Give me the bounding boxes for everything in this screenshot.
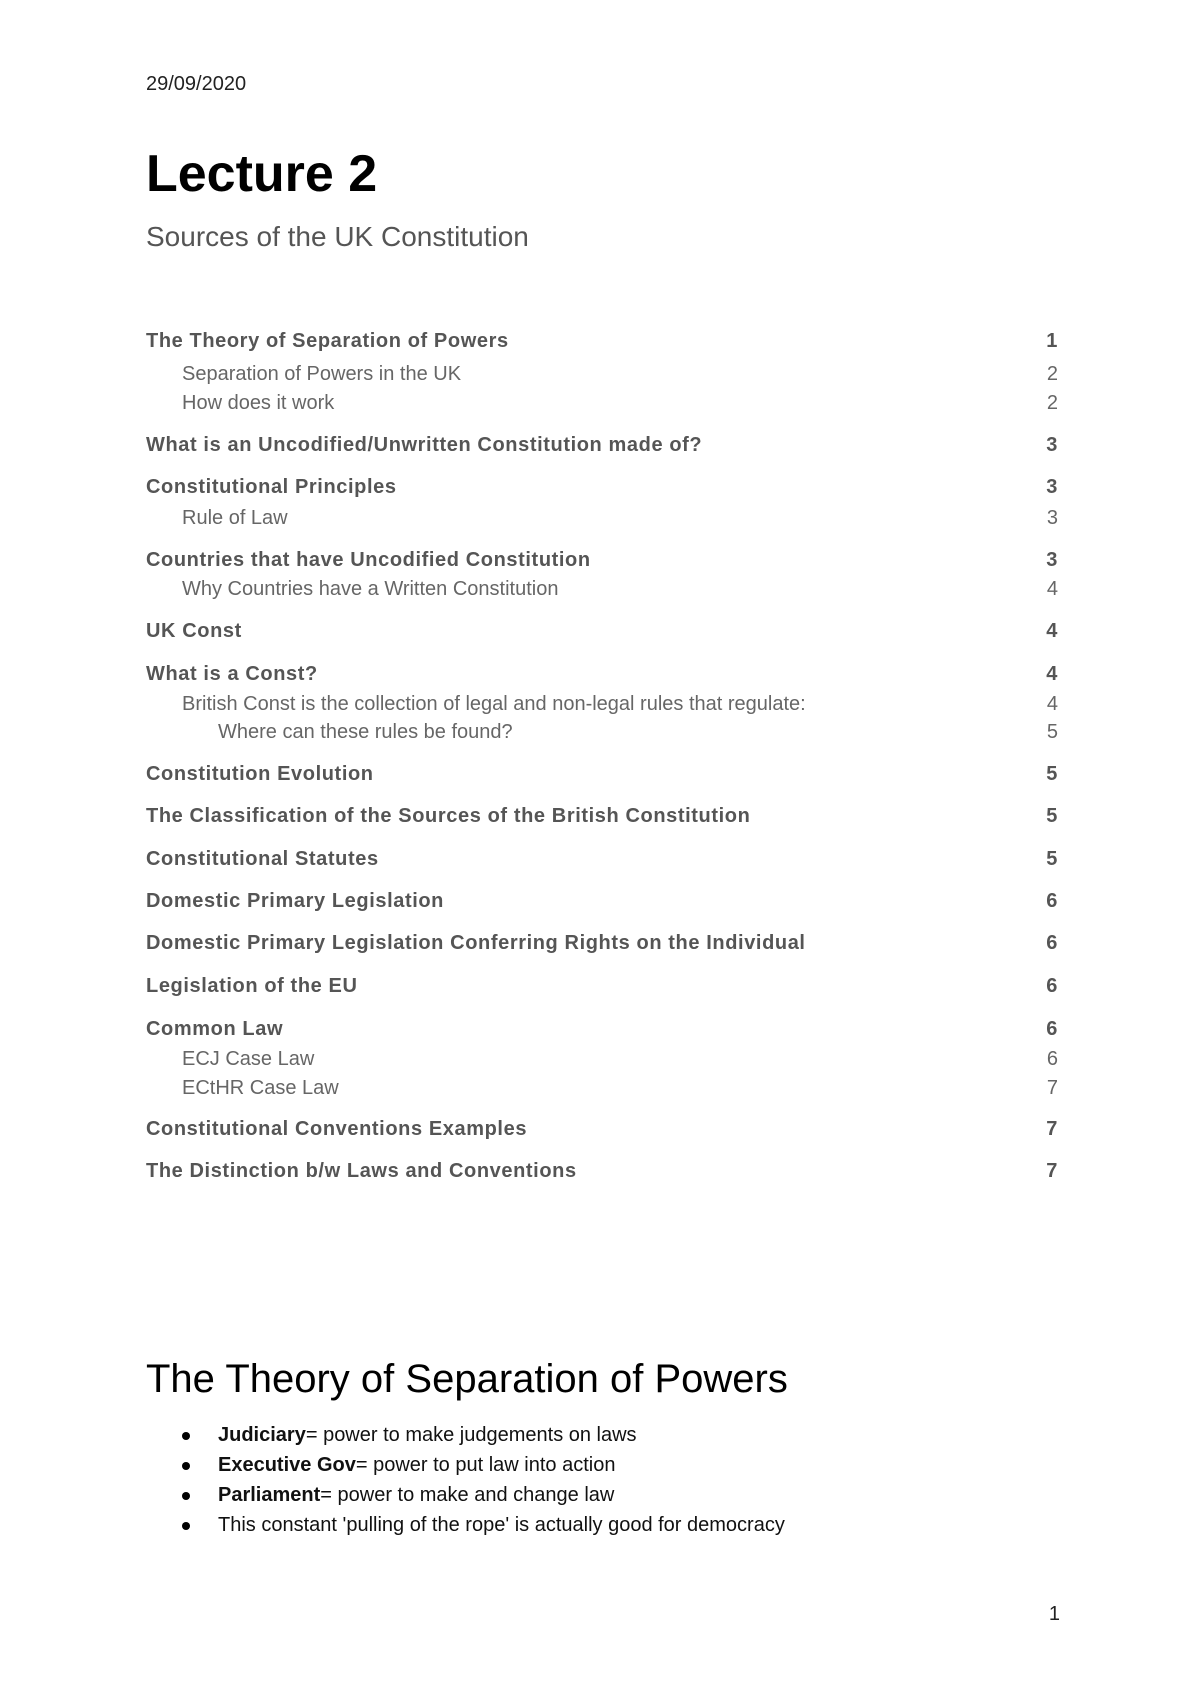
toc-entry[interactable] <box>146 1018 1058 1041</box>
toc-entry-page: 4 <box>1046 578 1058 600</box>
toc-entry[interactable] <box>146 620 1058 643</box>
toc-entry-title: British Const is the collection of legal and non-legal rules that regulate: <box>182 693 806 715</box>
document-subtitle: Sources of the UK Constitution <box>146 221 529 252</box>
toc-entry-page: 4 <box>1046 693 1058 715</box>
bullet-dot-icon <box>182 1462 190 1470</box>
bullet-dot-icon <box>182 1432 190 1440</box>
toc-entry-page: 5 <box>1046 721 1058 743</box>
document-title: Lecture 2 <box>146 145 378 203</box>
toc-entry-title: Constitutional Conventions Examples <box>146 1118 528 1140</box>
toc-entry-page: 6 <box>1046 932 1058 954</box>
bullet-item <box>146 1510 1046 1540</box>
bullet-term: Judiciary <box>218 1424 306 1446</box>
bullet-dot-icon <box>182 1522 190 1530</box>
toc-entry-page: 6 <box>1046 1018 1058 1040</box>
bullet-list <box>146 1420 1046 1540</box>
toc-entry-title: Where can these rules be found? <box>218 721 513 743</box>
page-number: 1 <box>1048 1603 1060 1625</box>
toc-entry-page: 6 <box>1046 1048 1058 1070</box>
toc-entry-title: Constitutional Statutes <box>146 848 379 870</box>
toc-entry[interactable] <box>146 392 1058 415</box>
toc-entry-title: UK Const <box>146 620 242 642</box>
toc-entry-title: Legislation of the EU <box>146 975 358 997</box>
document-date: 29/09/2020 <box>146 73 247 95</box>
toc-entry-title: Constitutional Principles <box>146 476 397 498</box>
toc-entry-page: 6 <box>1046 890 1058 912</box>
toc-entry-page: 3 <box>1046 434 1058 456</box>
bullet-term: Parliament <box>218 1484 321 1506</box>
toc-entry-title: Why Countries have a Written Constitution <box>182 578 559 600</box>
bullet-text: = power to put law into action <box>355 1454 616 1476</box>
toc-entry[interactable] <box>146 805 1058 828</box>
toc-entry-title: Common Law <box>146 1018 284 1040</box>
bullet-item <box>146 1420 1046 1450</box>
bullet-dot-icon <box>182 1492 190 1500</box>
toc-entry[interactable] <box>146 890 1058 913</box>
toc-entry[interactable] <box>146 330 1058 353</box>
toc-entry-title: What is an Uncodified/Unwritten Constitution made of? <box>146 434 703 456</box>
toc-entry-title: Constitution Evolution <box>146 763 374 785</box>
toc-entry[interactable] <box>146 763 1058 786</box>
toc-entry-page: 5 <box>1046 805 1058 827</box>
toc-entry-page: 3 <box>1046 476 1058 498</box>
toc-entry-page: 4 <box>1046 620 1058 642</box>
toc-entry-title: How does it work <box>182 392 335 414</box>
toc-entry-title: ECtHR Case Law <box>182 1077 339 1099</box>
toc-entry-page: 3 <box>1046 507 1058 529</box>
bullet-text: This constant 'pulling of the rope' is actually good for democracy <box>218 1514 785 1536</box>
toc-entry[interactable] <box>146 975 1058 998</box>
toc-entry[interactable] <box>146 1118 1058 1141</box>
bullet-term: Executive Gov <box>218 1454 356 1476</box>
toc-entry[interactable] <box>146 848 1058 871</box>
toc-entry[interactable] <box>146 1048 1058 1071</box>
toc-entry[interactable] <box>146 549 1058 572</box>
toc-entry-title: Separation of Powers in the UK <box>182 363 462 385</box>
toc-entry-title: The Classification of the Sources of the British Constitution <box>146 805 751 827</box>
toc-entry-page: 5 <box>1046 848 1058 870</box>
toc-entry-title: Rule of Law <box>182 507 288 529</box>
toc-entry-title: ECJ Case Law <box>182 1048 315 1070</box>
toc-entry-page: 5 <box>1046 763 1058 785</box>
toc-entry-page: 7 <box>1046 1077 1058 1099</box>
bullet-text: = power to make and change law <box>320 1484 615 1506</box>
toc-entry-title: What is a Const? <box>146 663 318 685</box>
toc-entry-page: 3 <box>1046 549 1058 571</box>
toc-entry[interactable] <box>146 663 1058 686</box>
toc-entry[interactable] <box>146 507 1058 530</box>
bullet-item <box>146 1480 1046 1510</box>
toc-entry[interactable] <box>146 1077 1058 1100</box>
toc-entry[interactable] <box>146 434 1058 457</box>
toc-entry-page: 6 <box>1046 975 1058 997</box>
toc-entry-page: 7 <box>1046 1118 1058 1140</box>
toc-entry-page: 7 <box>1046 1160 1058 1182</box>
toc-entry-page: 2 <box>1046 363 1058 385</box>
toc-entry[interactable] <box>146 693 1058 716</box>
toc-entry-page: 2 <box>1046 392 1058 414</box>
bullet-item <box>146 1450 1046 1480</box>
toc-entry-title: The Theory of Separation of Powers <box>146 330 509 352</box>
toc-entry[interactable] <box>146 721 1058 744</box>
toc-entry-title: Countries that have Uncodified Constitution <box>146 549 591 571</box>
toc-entry[interactable] <box>146 578 1058 601</box>
bullet-text: = power to make judgements on laws <box>305 1424 637 1446</box>
toc-entry-title: The Distinction b/w Laws and Conventions <box>146 1160 577 1182</box>
toc-entry[interactable] <box>146 1160 1058 1183</box>
toc-entry-title: Domestic Primary Legislation Conferring Rights on the Individual <box>146 932 806 954</box>
toc-entry[interactable] <box>146 476 1058 499</box>
toc-entry-page: 1 <box>1046 330 1058 352</box>
toc-entry[interactable] <box>146 932 1058 955</box>
toc-entry-title: Domestic Primary Legislation <box>146 890 445 912</box>
toc-entry[interactable] <box>146 363 1058 386</box>
toc-entry-page: 4 <box>1046 663 1058 685</box>
section-heading: The Theory of Separation of Powers <box>146 1357 788 1401</box>
